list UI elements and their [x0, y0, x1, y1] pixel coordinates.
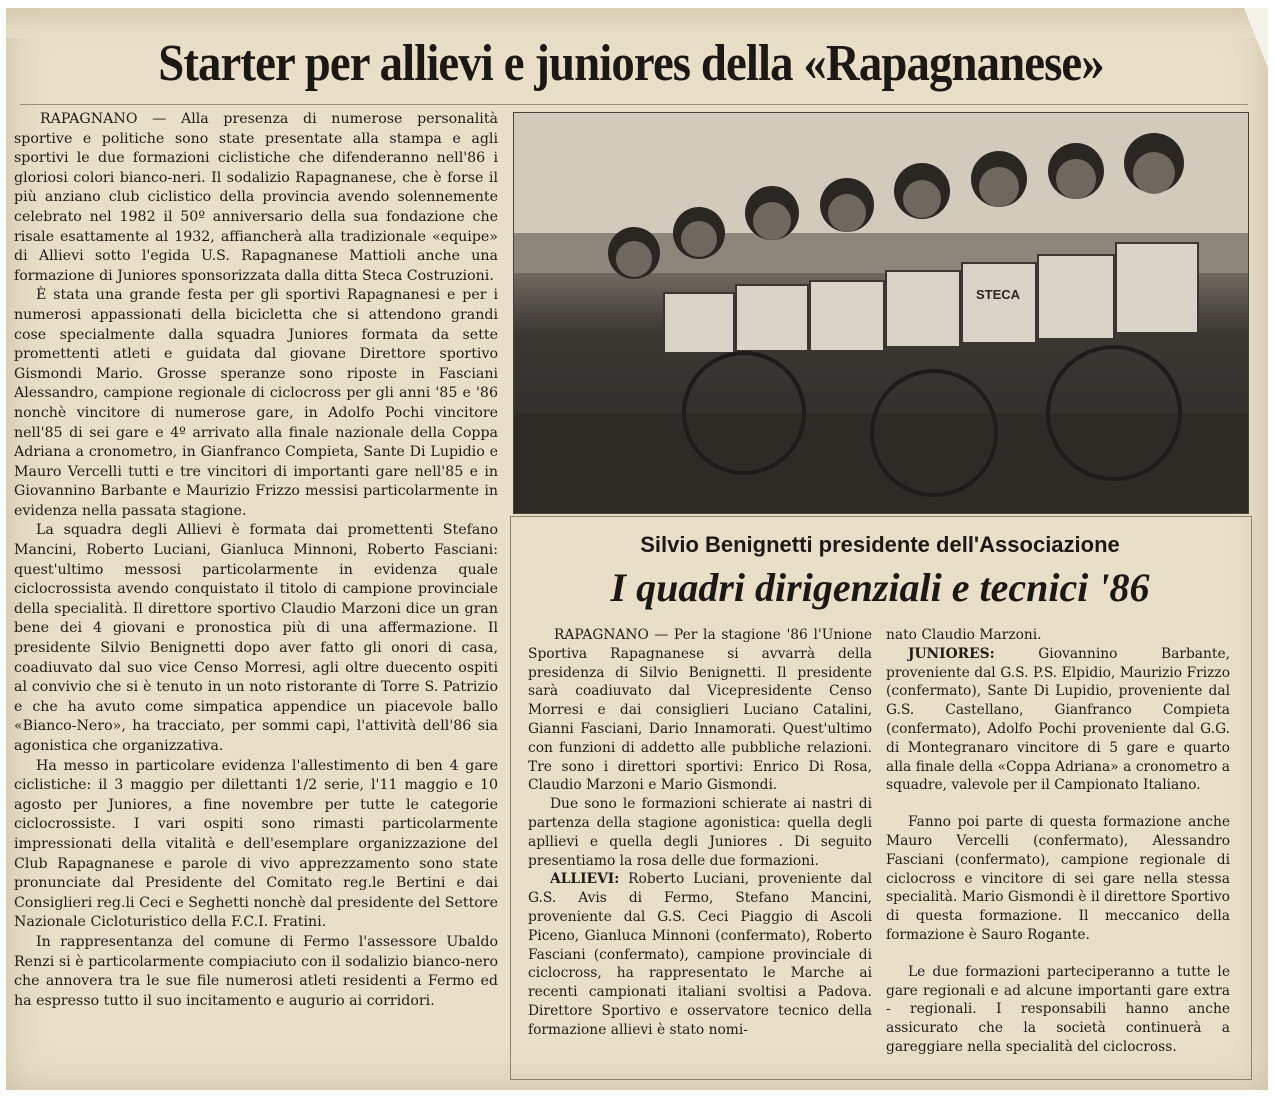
article-paragraph: Due sono le formazioni schierate ai nastri di partenza della stagione agonistica: quella degli apllievi e quella degli Juniores . Di seguito presentiamo la rosa delle due formazioni.	[528, 796, 872, 869]
article-left-column	[14, 110, 498, 1011]
article-paragraph: RAPAGNANO — Alla presenza di numerose personalità sportive e politiche sono state presentate alla stampa e agli sportivi le due formazioni ciclistiche che difenderanno nell'86 i gloriosi colori bianco-neri. Il sodalizio Rapagnanese, che è forse il più anziano club ciclistico della provincia avendo solennemente celebrato nel 1982 il 50º anniversario della sua fondazione che risale esattamente al 1932, affiancherà alla tradizionale «equipe» di Allievi sotto l'egida U.S. Rapagnanese Mattioli anche una formazione di Juniores sponsorizzata dalla ditta Steca Costruzioni.	[14, 111, 498, 284]
team-photo	[513, 112, 1249, 514]
sidebar-title: I quadri dirigenziali e tecnici '86	[610, 565, 1150, 610]
article-paragraph: È stata una grande festa per gli sportivi Rapagnanesi e per i numerosi appassionati della bicicletta che si attendono grandi cose specialmente dalla squadra Juniores formata da sette promettenti atleti e guidata dal giovane Direttore sportivo Gismondi Mario. Grosse speranze sono riposte in Fasciani Alessandro, campione regionale di ciclocross per gli anni '85 e '86 nonchè vincitore di numerose gare, in Adolfo Pochi vincitore nell'85 di sei gare e 4º arrivato alla finale nazionale della Coppa Adriana a cronometro, in Gianfranco Compieta, Sante Di Lupidio e Mauro Vercelli tutti e tre vincitori di importanti gare nell'85 e in Giovannino Barbante e Maurizio Frizzo messisi particolarmente in evidenza nella passata stagione.	[14, 287, 498, 519]
article-paragraph: Le due formazioni parteciperanno a tutte le gare regionali e ad alcune importanti gare extra - regionali. I responsabili hanno anche assicurato che la società continuerà a gareggiare nella specialità del ciclocross.	[886, 963, 1230, 1055]
sidebar-column-2	[886, 626, 1230, 1057]
article-paragraph: In rappresentanza del comune di Fermo l'assessore Ubaldo Renzi si è particolarmente compiaciuto con il sodalizio bianco-nero che annovera tra le sue file numerosi atleti residenti a Fermo ed ha espresso tutto il suo incitamento e augurio ai corridori.	[14, 933, 498, 1009]
headline-rule	[20, 104, 1248, 105]
main-headline: Starter per allievi e juniores della «Rapagnanese»	[158, 35, 1104, 92]
allievi-text: Roberto Luciani, proveniente dal G.S. Avis di Fermo, Stefano Mancini, proveniente dal G.S. Ceci Piaggio di Ascoli Piceno, Gianluca Minnoni (confermato), Roberto Fasciani (confermato), campione provinciale di ciclocross, ha rappresentato le Marche ai recenti campionati italiani svoltisi a Padova. Direttore Sportivo e osservatore tecnico della formazione allievi è stato nomi-	[528, 871, 872, 1038]
article-paragraph: RAPAGNANO — Per la stagione '86 l'Unione Sportiva Rapagnanese si avvarrà della presidenza di Silvio Benignetti. Il presidente sarà coadiuvato dal Vicepresidente Censo Morresi e dai consiglieri Luciano Catalini, Gianni Fasciani, Dario Innamorati. Quest'ultimo con funzioni di addetto alle pubbliche relazioni. Tre sono i direttori sportivi: Enrico Di Rosa, Claudio Marzoni e Mario Gismondi.	[528, 627, 872, 794]
article-paragraph: nato Claudio Marzoni.	[886, 627, 1042, 643]
allievi-label: ALLIEVI:	[550, 871, 620, 888]
juniores-text: Giovannino Barbante, proveniente dal G.S. P.S. Elpidio, Maurizio Frizzo (confermato), Sante Di Lupidio, proveniente dal G.S. Castellano, Gianfranco Compieta (confermato), Adolfo Pochi proveniente dal G.G. di Montegranaro vincitore di 5 gare e quarto alla finale della «Coppa Adriana» a cronometro a squadre, valevole per il Campionato Italiano.	[886, 645, 1230, 794]
sidebar-column-1	[528, 626, 872, 1040]
article-paragraph: Fanno poi parte di questa formazione anche Mauro Vercelli (confermato), Alessandro Fasciani (confermato), campione regionale di ciclocross e vincitore di sei gare nella stessa specialità. Mario Gismondi è il direttore Sportivo di questa formazione. Il meccanico della formazione è Sauro Rogante.	[886, 814, 1230, 943]
jersey-text: STECA	[976, 287, 1021, 302]
sidebar-kicker: Silvio Benignetti presidente dell'Associazione	[640, 532, 1120, 557]
article-paragraph: La squadra degli Allievi è formata dai promettenti Stefano Mancini, Roberto Luciani, Gianluca Minnoni, Roberto Fasciani: quest'ultimo messosi particolarmente in evidenza quale ciclocrossista avendo conquistato il titolo di campione provinciale della specialità. Il direttore sportivo Claudio Marzoni dice un gran bene dei 4 giovani e pronostica più di una affermazione. Il presidente Silvio Benignetti dopo aver fatto gli onori di casa, coadiuvato dal suo vice Censo Morresi, agli oltre duecento ospiti al convivio che si è tenuto in un noto ristorante di Torre S. Patrizio e che ha avuto come simpatica appendice un piacevole ballo «Bianco-Nero», ha tracciato, per sommi capi, l'attività dell'86 sia agonistica che organizzativa.	[14, 522, 498, 754]
team-photo-illustration	[514, 113, 1248, 513]
juniores-label: JUNIORES:	[908, 645, 995, 662]
article-paragraph: Ha messo in particolare evidenza l'allestimento di ben 4 gare ciclistiche: il 3 maggio per dilettanti 1/2 serie, l'11 maggio e 10 agosto per Juniores, a fine novembre per tutte le categorie ciclocrossiste. I vari ospiti sono rimasti particolarmente impressionati della vitalità e dell'esemplare organizzazione del Club Rapagnanese e parole di vivo apprezzamento sono state pronunciate dal Presidente del Comitato reg.le Bertini e dai Consiglieri reg.li Ceci e Seghetti nonchè dal presidente del Settore Nazionale Cicloturistico della F.C.I. Fratini.	[14, 757, 498, 931]
